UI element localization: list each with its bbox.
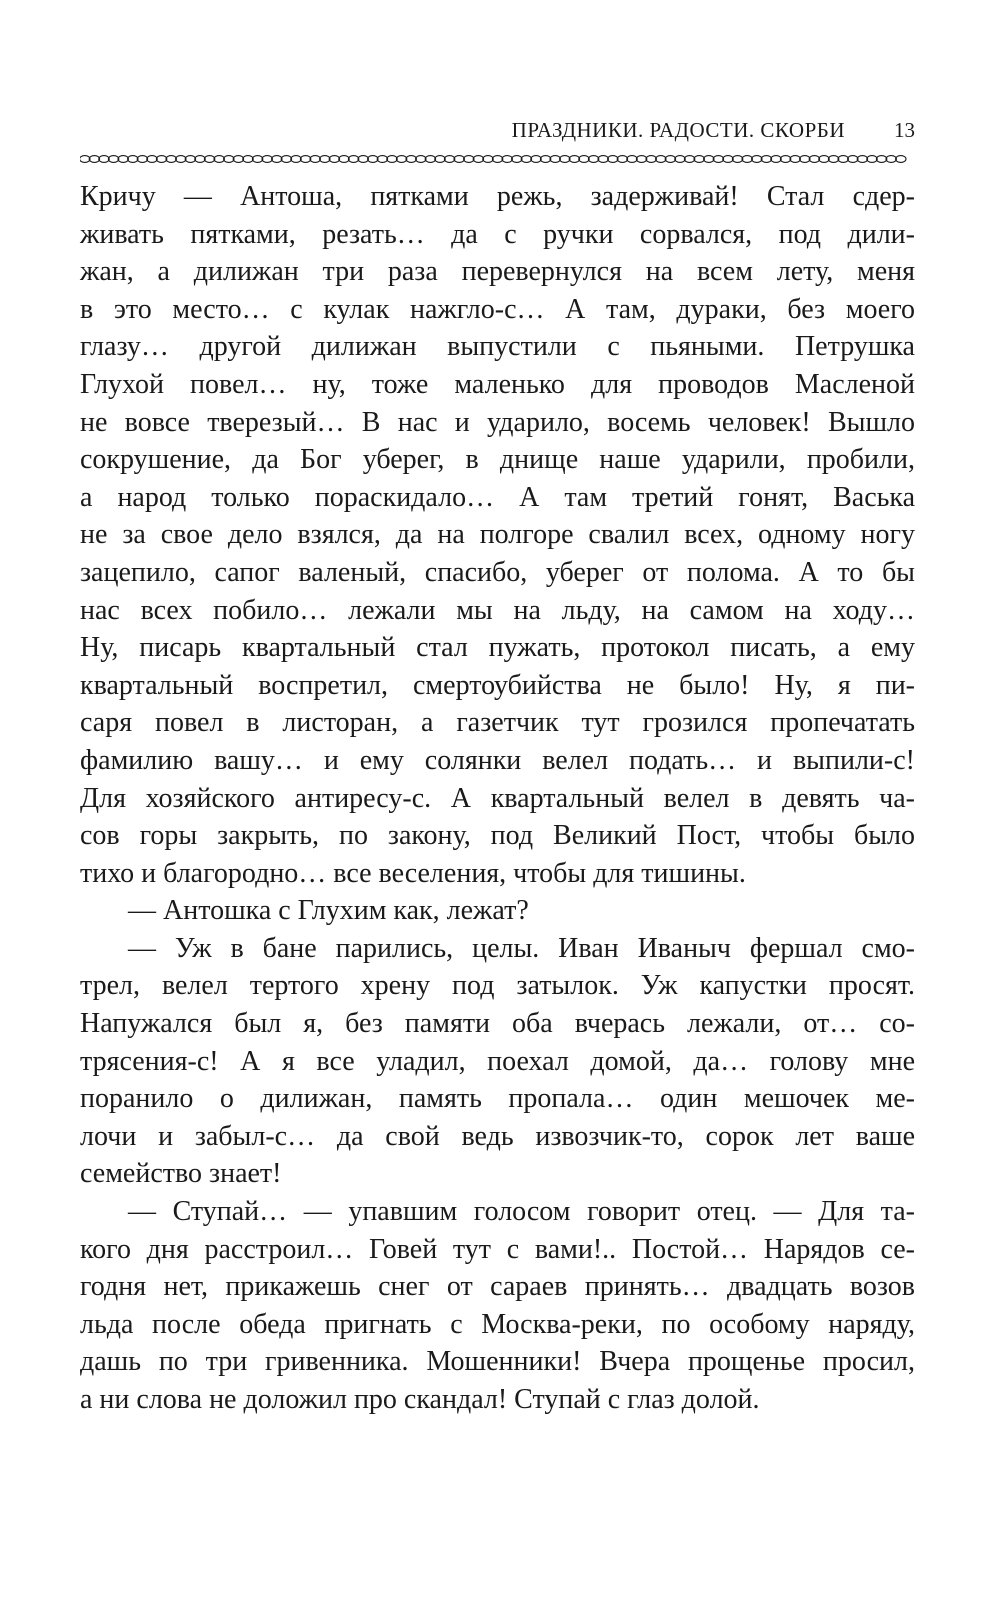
ornament-link bbox=[156, 156, 166, 163]
ornament-link bbox=[502, 156, 512, 163]
ornament-link bbox=[108, 156, 118, 163]
ornament-link bbox=[425, 156, 435, 163]
ornament-link bbox=[396, 156, 406, 163]
text-line: кого дня расстроил… Говей тут с вами!.. Постой… Нарядов се- bbox=[80, 1233, 915, 1265]
ornament-link bbox=[444, 156, 454, 163]
text-line: трясения-с! А я все уладил, поехал домой, да… голову мне bbox=[80, 1045, 915, 1077]
ornament-link bbox=[636, 156, 646, 163]
ornament-link bbox=[627, 156, 637, 163]
ornament-link bbox=[233, 156, 243, 163]
text-line: сов горы закрыть, по закону, под Великий Пост, чтобы было bbox=[80, 820, 915, 852]
running-head bbox=[80, 118, 915, 152]
ornament-link bbox=[742, 156, 752, 163]
ornament-link bbox=[550, 156, 560, 163]
ornament-link bbox=[185, 156, 195, 163]
ornament-link bbox=[195, 156, 205, 163]
ornament-link bbox=[579, 156, 589, 163]
ornament-link bbox=[214, 156, 224, 163]
body-text bbox=[80, 178, 915, 1419]
ornament-link bbox=[358, 156, 368, 163]
text-line: трел, велел тертого хрену под затылок. Уж капустки просят. bbox=[80, 970, 915, 1002]
text-line: — Антошка с Глухим как, лежат? bbox=[128, 895, 529, 927]
ornament-link bbox=[368, 156, 378, 163]
ornament-link bbox=[99, 156, 109, 163]
text-line: саря повел в листоран, а газетчик тут грозился пропечатать bbox=[80, 707, 915, 739]
ornament-link bbox=[598, 156, 608, 163]
ornament-link bbox=[377, 156, 387, 163]
text-line: Ну, писарь квартальный стал пужать, протокол писать, а ему bbox=[80, 632, 915, 664]
ornament-link bbox=[800, 156, 810, 163]
text-line: фамилию вашу… и ему солянки велел подать… и выпили-с! bbox=[80, 744, 915, 776]
text-line: зацепило, сапог валеный, спасибо, уберег от полома. А то бы bbox=[80, 556, 915, 588]
ornament-link bbox=[617, 156, 627, 163]
ornament-link bbox=[867, 156, 877, 163]
ornament-link bbox=[569, 156, 579, 163]
ornament-link bbox=[704, 156, 714, 163]
ornament-link bbox=[838, 156, 848, 163]
ornament-link bbox=[339, 156, 349, 163]
ornament-link bbox=[588, 156, 598, 163]
ornament-link bbox=[876, 156, 886, 163]
page-number: 13 bbox=[894, 118, 915, 142]
ornament-link bbox=[281, 156, 291, 163]
ornament-link bbox=[771, 156, 781, 163]
ornament-link bbox=[492, 156, 502, 163]
ornament-link bbox=[454, 156, 464, 163]
ornament-link bbox=[752, 156, 762, 163]
text-line: не вовсе тверезый… В нас и ударило, восемь человек! Вышло bbox=[80, 406, 915, 438]
ornament-link bbox=[176, 156, 186, 163]
text-line: нас всех побило… лежали мы на льду, на самом на ходу… bbox=[80, 594, 915, 626]
ornament-link bbox=[272, 156, 282, 163]
ornament-link bbox=[473, 156, 483, 163]
ornament-link bbox=[118, 156, 128, 163]
ornament-link bbox=[89, 156, 99, 163]
ornament-link bbox=[137, 156, 147, 163]
ornament-link bbox=[684, 156, 694, 163]
ornament-link bbox=[896, 156, 906, 163]
text-line: Для хозяйского антиресу-с. А квартальный велел в девять ча- bbox=[80, 782, 915, 814]
ornament-link bbox=[694, 156, 704, 163]
paragraph bbox=[80, 1193, 915, 1419]
ornament-link bbox=[224, 156, 234, 163]
ornament-link bbox=[848, 156, 858, 163]
ornament-link bbox=[560, 156, 570, 163]
ornament-link bbox=[435, 156, 445, 163]
ornament-link bbox=[147, 156, 157, 163]
paragraph bbox=[80, 930, 915, 1193]
text-line: квартальный воспретил, смертоубийства не было! Ну, я пи- bbox=[80, 669, 915, 701]
ornament-rule bbox=[80, 151, 915, 167]
text-line: жан, а дилижан три раза перевернулся на всем лету, меня bbox=[80, 256, 915, 288]
ornament-link bbox=[713, 156, 723, 163]
ornament-link bbox=[828, 156, 838, 163]
ornament-link bbox=[416, 156, 426, 163]
text-line: льда после обеда пригнать с Москва-реки, по особому наряду, bbox=[80, 1308, 915, 1340]
ornament-link bbox=[790, 156, 800, 163]
text-line: в это место… с кулак нажгло-с… А там, дураки, без моего bbox=[80, 293, 915, 325]
ornament-link bbox=[819, 156, 829, 163]
ornament-link bbox=[387, 156, 397, 163]
ornament-link bbox=[857, 156, 867, 163]
text-line: а ни слова не доложил про скандал! Ступай с глаз долой. bbox=[80, 1384, 760, 1415]
ornament-link bbox=[780, 156, 790, 163]
ornament-link bbox=[761, 156, 771, 163]
ornament-link bbox=[80, 156, 90, 163]
ornament-link bbox=[540, 156, 550, 163]
text-line: глазу… другой дилижан выпустили с пьяными. Петрушка bbox=[80, 331, 915, 363]
text-line: Напужался был я, без памяти оба вчерась лежали, от… со- bbox=[80, 1008, 915, 1040]
text-line: а народ только пораскидало… А там третий гонят, Васька bbox=[80, 481, 915, 513]
ornament-link bbox=[310, 156, 320, 163]
ornament-link bbox=[252, 156, 262, 163]
text-line: — Ступай… — упавшим голосом говорит отец. — Для та- bbox=[128, 1196, 915, 1228]
text-line: тихо и благородно… все веселения, чтобы для тишины. bbox=[80, 857, 746, 889]
ornament-link bbox=[531, 156, 541, 163]
text-line: лочи и забыл-с… да свой ведь извозчик-то, сорок лет ваше bbox=[80, 1120, 915, 1152]
ornament-link bbox=[291, 156, 301, 163]
paragraph bbox=[80, 178, 915, 892]
ornament-link bbox=[300, 156, 310, 163]
text-line: Глухой повел… ну, тоже маленько для проводов Масленой bbox=[80, 368, 915, 400]
ornament-link bbox=[521, 156, 531, 163]
ornament-link bbox=[665, 156, 675, 163]
ornament-link bbox=[464, 156, 474, 163]
ornament-link bbox=[608, 156, 618, 163]
ornament-link bbox=[329, 156, 339, 163]
ornament-link bbox=[320, 156, 330, 163]
ornament-link bbox=[723, 156, 733, 163]
ornament-link bbox=[348, 156, 358, 163]
text-line: семейство знает! bbox=[80, 1158, 282, 1190]
ornament-link bbox=[646, 156, 656, 163]
text-line: не за свое дело взялся, да на полгоре свалил всех, одному ногу bbox=[80, 519, 915, 551]
ornament-link bbox=[656, 156, 666, 163]
ornament-link bbox=[732, 156, 742, 163]
text-line: сокрушение, да Бог уберег, в днище наше ударили, пробили, bbox=[80, 444, 915, 476]
ornament-link bbox=[406, 156, 416, 163]
text-line: живать пятками, резать… да с ручки сорвался, под дили- bbox=[80, 218, 915, 250]
ornament-link bbox=[262, 156, 272, 163]
ornament-link bbox=[809, 156, 819, 163]
text-line: Кричу — Антоша, пятками режь, задерживай! Стал сдер- bbox=[80, 181, 915, 212]
ornament-link bbox=[243, 156, 253, 163]
running-title: ПРАЗДНИКИ. РАДОСТИ. СКОРБИ bbox=[511, 118, 845, 142]
text-line: поранило о дилижан, память пропала… один мешочек ме- bbox=[80, 1083, 915, 1115]
text-line: дашь по три гривенника. Мошенники! Вчера прощенье просил, bbox=[80, 1346, 915, 1378]
ornament-link bbox=[886, 156, 896, 163]
ornament-link bbox=[128, 156, 138, 163]
ornament-link bbox=[512, 156, 522, 163]
text-line: годня нет, прикажешь снег от сараев принять… двадцать возов bbox=[80, 1271, 915, 1303]
ornament-link bbox=[675, 156, 685, 163]
paragraph bbox=[80, 892, 915, 930]
ornament-link bbox=[204, 156, 214, 163]
text-line: — Уж в бане парились, целы. Иван Иваныч фершал смо- bbox=[128, 932, 915, 964]
ornament-link bbox=[483, 156, 493, 163]
ornament-link bbox=[166, 156, 176, 163]
